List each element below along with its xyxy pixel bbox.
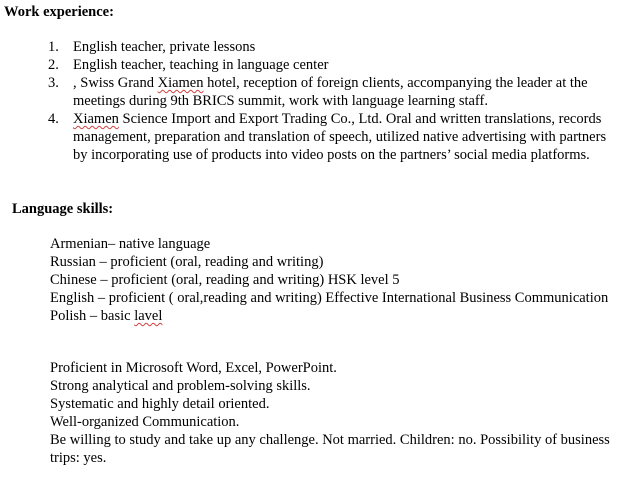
list-item — [48, 56, 618, 74]
spellcheck-word: Xiamen — [157, 75, 204, 91]
skill-item: Proficient in Microsoft Word, Excel, PowerPoint. — [50, 360, 337, 376]
language-item: Chinese – proficient (oral, reading and writing) HSK level 5 — [50, 272, 400, 288]
language-skills-list — [50, 235, 616, 325]
list-item — [48, 110, 618, 164]
skill-item: Systematic and highly detail oriented. — [50, 396, 270, 412]
additional-skills-list — [50, 359, 616, 467]
list-number: 4. — [48, 111, 59, 127]
skill-item: Well-organized Communication. — [50, 414, 240, 430]
list-item-text: English teacher, teaching in language center — [73, 57, 329, 73]
work-experience-list — [48, 38, 618, 164]
language-item: English – proficient ( oral,reading and writing) Effective International Business Communication — [50, 290, 609, 306]
skill-item: Be willing to study and take up any challenge. Not married. Children: no. Possibility of business trips: yes. — [50, 432, 610, 466]
list-item — [48, 38, 618, 56]
text-fragment: Polish – basic — [50, 308, 135, 324]
list-number: 1. — [48, 39, 59, 55]
list-item — [48, 74, 618, 110]
text-fragment: hotel, reception of foreign clients, accompanying the leader at the meetings during 9th BRICS summit, work with language learning staff. — [73, 75, 588, 109]
list-number: 2. — [48, 57, 59, 73]
language-item: Armenian– native language — [50, 236, 211, 252]
text-fragment: Science Import and Export Trading Co., Ltd. Oral and written translations, records management, preparation and translation of speech, utilized native advertising with partners by incorporating use of products into video posts on the partners’ social media platforms. — [73, 111, 607, 163]
language-item: Russian – proficient (oral, reading and writing) — [50, 254, 324, 270]
list-item-text — [73, 111, 606, 163]
text-fragment: , Swiss Grand — [73, 75, 158, 91]
language-skills-heading: Language skills: — [12, 201, 114, 217]
work-experience-heading: Work experience: — [4, 4, 114, 20]
language-item — [50, 307, 616, 325]
list-number: 3. — [48, 75, 59, 91]
list-item-text — [73, 75, 588, 109]
skill-item: Strong analytical and problem-solving skills. — [50, 378, 311, 394]
spellcheck-word: lavel — [134, 308, 163, 324]
spellcheck-word: Xiamen — [73, 111, 119, 127]
list-item-text: English teacher, private lessons — [73, 39, 256, 55]
